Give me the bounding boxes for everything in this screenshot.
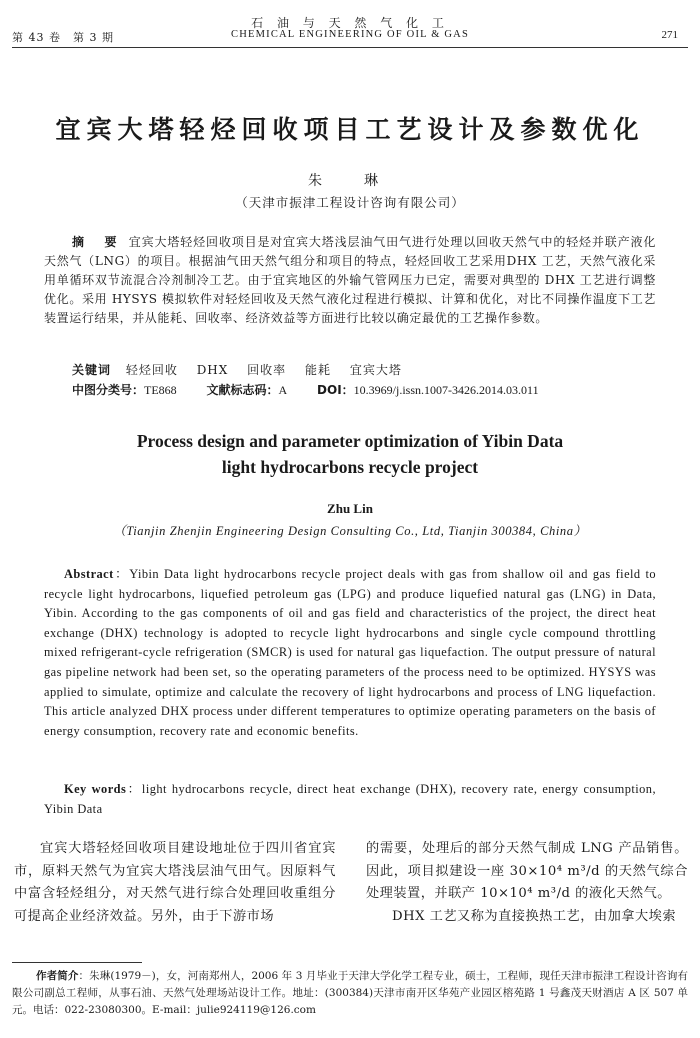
doc-code-value: A: [278, 383, 288, 397]
author-footnote: [12, 968, 688, 1019]
doi-label: DOI：: [317, 383, 354, 397]
title-cn: 宜宾大塔轻烃回收项目工艺设计及参数优化: [55, 115, 645, 144]
body-column-left: 宜宾大塔轻烃回收项目建设地址位于四川省宜宾市，原料天然气为宜宾大塔浅层油气田气。因原料气中富含轻烃组分，对天然气进行综合处理回收重组分可提高企业经济效益。另外，由于下游市场: [14, 841, 336, 924]
footnote-label: 作者简介: [36, 970, 79, 982]
running-header-journal-en: CHEMICAL ENGINEERING OF OIL & GAS: [230, 29, 470, 40]
keywords-en: [44, 780, 656, 819]
doc-code-label: 文献标志码：: [206, 383, 279, 397]
header-rule: [12, 47, 688, 48]
title-en-line2: light hydrocarbons recycle project: [221, 457, 479, 477]
footnote-text: ：朱琳(1979－)，女，河南郑州人，2006 年 3 月毕业于天津大学化学工程专业，硕士，工程师，现任天津市振津工程设计咨询有限公司副总工程师，从事石油、天然气处理场站设计工作。地址：(300384)天津市南开区华苑产业园区榕苑路 1 号鑫茂天财酒店 A 区 507 单元。电话：022-23080300。E-mail：julie924119@126.com: [12, 970, 689, 1016]
title-en: [0, 428, 700, 480]
keyword-cn: 回收率: [247, 363, 287, 377]
author-cn: 朱 琳: [308, 173, 392, 189]
body-column-right: [366, 838, 688, 928]
body-right-paragraph-2: DHX 工艺又称为直接换热工艺，由加拿大埃索: [392, 908, 677, 924]
keyword-cn: 宜宾大塔: [349, 363, 402, 377]
doi-value: 10.3969/j.issn.1007-3426.2014.03.011: [353, 383, 539, 397]
abstract-en: [44, 565, 656, 741]
keyword-cn: 能耗: [305, 363, 332, 377]
abstract-cn: [44, 233, 656, 328]
abstract-en-label: Abstract: [64, 567, 114, 581]
keyword-cn: 轻烃回收: [125, 363, 178, 377]
clc-label: 中图分类号：: [72, 383, 145, 397]
body-right-paragraph-1: 的需要，处理后的部分天然气制成 LNG 产品销售。因此，项目拟建设一座 30×10⁴ m³/d 的天然气综合处理装置，并联产 10×10⁴ m³/d 的液化天然气。: [366, 841, 688, 901]
affiliation-en: （Tianjin Zhenjin Engineering Design Consulting Co., Ltd, Tianjin 300384, China）: [113, 524, 587, 538]
keywords-en-label: Key words: [64, 782, 127, 796]
keywords-cn-label: 关键词: [72, 363, 112, 377]
keywords-en-text: ：light hydrocarbons recycle, direct heat exchange (DHX), recovery rate, energy consumption, Yibin Data: [44, 782, 656, 816]
abstract-cn-label: 摘 要: [72, 235, 121, 249]
abstract-cn-text: 宜宾大塔轻烃回收项目是对宜宾大塔浅层油气田气进行处理以回收天然气中的轻烃并联产液化天然气（LNG）的项目。根据油气田天然气组分和项目的特点，轻烃回收工艺采用DHX 工艺，天然气液化采用单循环双节流混合冷剂制冷工艺。由于宜宾地区的外输气管网压力已定，需要对典型的 DHX 工艺进行调整优化。采用 HYSYS 模拟软件对轻烃回收及天然气液化过程进行模拟、计算和优化，对比不同操作温度下工艺装置运行结果，并从能耗、回收率、经济效益等方面进行比较以确定最优的工艺操作参数。: [44, 235, 656, 325]
keyword-cn: DHX: [196, 363, 229, 377]
running-header-volume: 第 43 卷 第 3 期: [12, 31, 114, 44]
classification-row: [72, 381, 539, 398]
author-en: Zhu Lin: [327, 501, 373, 516]
affiliation-cn: （天津市振津工程设计咨询有限公司）: [235, 195, 465, 210]
keywords-cn: [72, 361, 416, 378]
running-header-page-number: 271: [661, 29, 678, 41]
abstract-en-text: ：Yibin Data light hydrocarbons recycle project deals with gas from shallow oil and gas field to recycle light hydrocarbons, liquefied petroleum gas (LPG) and produce liquefied natural gas (LNG) in Data, Yibin. According to the gas components of oil and gas field and characteristics of the project, the direct heat exchange (DHX) technology is adopted to recycle light hydrocarbons and single cycle compound throttling mixed refrigerant-cycle refrigeration (SMCR) is used for natural gas liquefaction. The output pressure of natural gas pipeline network had been set, so the operating parameters of the process need to be optimized. HYSYS was applied to simulate, optimize and calculate the recovery of light hydrocarbons and process of LNG liquefaction. This article analyzed DHX process under different temperatures to optimize operating parameters on the basis of energy consumption, recovery rate and economic benefits.: [44, 567, 656, 738]
running-header-journal-cn: 石 油 与 天 然 气 化 工: [251, 16, 449, 30]
clc-value: TE868: [144, 383, 177, 397]
title-en-line1: Process design and parameter optimization of Yibin Data: [136, 431, 564, 451]
footnote-rule: [12, 962, 142, 963]
